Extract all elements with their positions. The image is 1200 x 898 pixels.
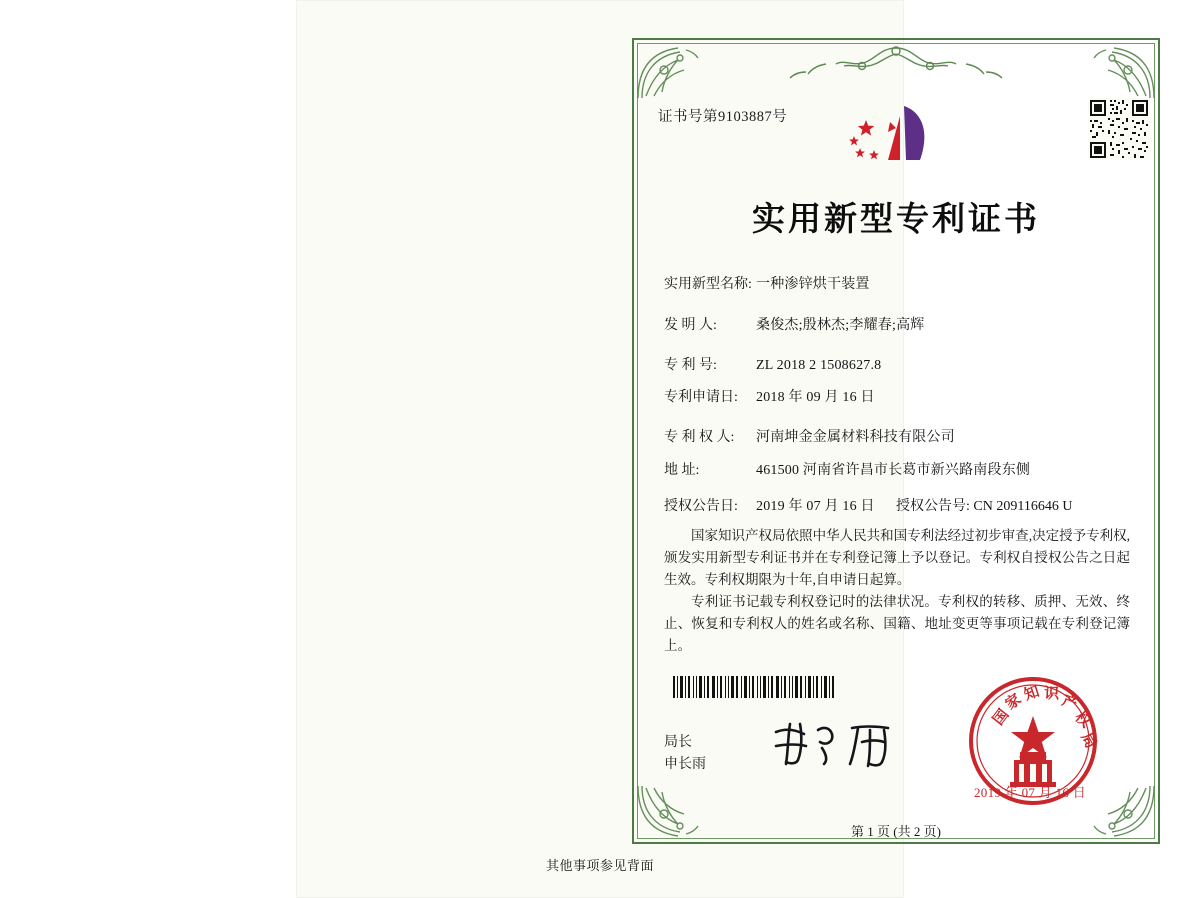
- seal-date: 2019 年 07 月 16 日: [974, 785, 1087, 800]
- certificate-number: 证书号第9103887号: [658, 109, 788, 125]
- corner-ornament-icon: [1084, 40, 1158, 102]
- field-value: 河南坤金金属材料科技有限公司: [756, 430, 955, 445]
- field-value: CN 209116646 U: [973, 499, 1073, 514]
- qr-code: [1088, 98, 1150, 160]
- cnipa-logo-icon: [844, 98, 946, 172]
- handwritten-signature: [766, 716, 916, 772]
- svg-text:权: 权: [1071, 709, 1094, 732]
- field-value: 桑俊杰;殷林杰;李耀春;高辉: [756, 318, 925, 333]
- field-label: 专 利 号:: [664, 358, 717, 373]
- legal-paragraph-1: 国家知识产权局依照中华人民共和国专利法经过初步审查,决定授予专利权,颁发实用新型专利证书并在专利登记簿上予以登记。专利权自授权公告之日起生效。专利权期限为十年,自申请日起算。: [664, 528, 1130, 587]
- field-label: 专 利 权 人:: [664, 430, 735, 445]
- field-value: 2019 年 07 月 16 日: [756, 499, 875, 514]
- field-value: 461500 河南省许昌市长葛市新兴路南段东侧: [756, 463, 1031, 478]
- field-label: 实用新型名称:: [664, 277, 752, 292]
- certificate-sheet: [296, 0, 1130, 898]
- director-name: 申长雨: [664, 757, 706, 772]
- director-label: 局长: [664, 735, 692, 750]
- page-title: 实用新型专利证书: [752, 199, 1040, 238]
- svg-text:知: 知: [1022, 683, 1042, 704]
- field-grant-number: [896, 495, 1072, 515]
- field-label: 授权公告号:: [896, 499, 970, 514]
- field-application-date: [664, 386, 1134, 406]
- svg-text:识: 识: [1043, 686, 1060, 703]
- field-value: 2018 年 09 月 16 日: [756, 390, 875, 405]
- svg-text:家: 家: [1002, 691, 1025, 714]
- svg-text:产: 产: [1059, 692, 1080, 714]
- director-block: [664, 732, 706, 776]
- footnote: 其他事项参见背面: [545, 858, 654, 873]
- legal-paragraph-2: 专利证书记载专利权登记时的法律状况。专利权的转移、质押、无效、终止、恢复和专利权人的姓名或名称、国籍、地址变更等事项记载在专利登记簿上。: [664, 594, 1130, 653]
- barcode: [672, 676, 836, 698]
- field-value: ZL 2018 2 1508627.8: [756, 358, 882, 373]
- field-label: 授权公告日:: [664, 499, 738, 514]
- svg-text:局: 局: [1077, 730, 1099, 752]
- top-ornament-icon: [766, 42, 1026, 82]
- page-number: 第 1 页 (共 2 页): [851, 824, 941, 839]
- field-utility-model-name: [664, 273, 1134, 293]
- field-label: 发 明 人:: [664, 318, 717, 333]
- field-label: 专利申请日:: [664, 390, 738, 405]
- field-label: 地 址:: [664, 463, 700, 478]
- field-value: 一种渗锌烘干装置: [756, 277, 870, 292]
- field-address: [664, 459, 1134, 479]
- field-patentee: [664, 426, 1134, 446]
- svg-text:国: 国: [990, 706, 1013, 729]
- field-patent-number: [664, 354, 1134, 374]
- corner-ornament-icon: [634, 40, 708, 102]
- field-inventors: [664, 314, 1134, 334]
